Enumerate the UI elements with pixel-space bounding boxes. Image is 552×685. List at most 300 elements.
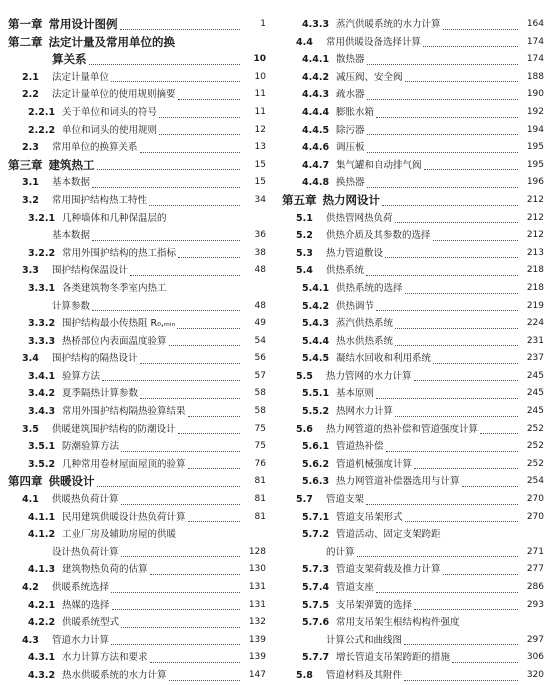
toc-entry-title: 的计算 xyxy=(326,546,355,558)
toc-page-number: 174 xyxy=(526,36,544,47)
toc-entry-number: 5.4 xyxy=(296,265,313,277)
toc-entry-number: 4.3.2 xyxy=(28,669,56,681)
toc-page-number: 139 xyxy=(248,634,266,645)
toc-page-number: 286 xyxy=(526,582,544,592)
toc-entry xyxy=(8,51,266,69)
toc-page-number: 188 xyxy=(526,71,544,82)
toc-entry-number: 3.4.3 xyxy=(28,406,56,418)
dot-leader xyxy=(480,433,518,434)
toc-page-number: 270 xyxy=(526,511,544,522)
toc-entry-number: 5.7.7 xyxy=(302,652,330,664)
toc-entry-title: 算关系 xyxy=(52,52,87,67)
dot-leader xyxy=(97,169,241,170)
toc-entry-title: 管道支座 xyxy=(336,582,375,593)
toc-entry xyxy=(282,34,544,52)
toc-entry xyxy=(282,315,544,333)
toc-entry-number: 第一章 xyxy=(8,17,43,31)
dot-leader xyxy=(112,609,240,610)
toc-page-number: 81 xyxy=(254,511,266,522)
dot-leader xyxy=(367,152,518,153)
toc-entry-title: 常用支吊架生根结构构件强度 xyxy=(336,617,460,629)
toc-entry xyxy=(8,526,266,544)
dot-leader xyxy=(414,468,518,469)
dot-leader xyxy=(140,363,240,364)
toc-entry xyxy=(282,632,544,650)
dot-leader xyxy=(414,609,518,610)
dot-leader xyxy=(150,662,240,663)
toc-entry-number: 4.3 xyxy=(22,634,39,646)
toc-entry-number: 第二章 xyxy=(8,34,43,49)
toc-entry xyxy=(8,385,266,403)
dot-leader xyxy=(121,451,240,452)
toc-entry-number: 4.3.3 xyxy=(302,19,330,30)
toc-entry-number: 4.4.8 xyxy=(302,177,330,189)
toc-entry-title: 单位和词头的使用规则 xyxy=(62,124,158,136)
toc-entry-number: 4.1.1 xyxy=(28,511,56,523)
toc-page-number: 139 xyxy=(248,652,266,663)
toc-page-number: 218 xyxy=(526,265,544,276)
toc-page-number: 36 xyxy=(254,230,266,241)
toc-entry xyxy=(8,227,266,245)
toc-entry xyxy=(8,262,266,280)
dot-leader xyxy=(120,29,241,30)
toc-page-number: 195 xyxy=(526,142,544,153)
dot-leader xyxy=(443,29,518,30)
toc-entry xyxy=(8,298,266,316)
toc-entry-number: 2.2.1 xyxy=(28,106,56,118)
toc-entry-number: 3.2.1 xyxy=(28,212,56,224)
toc-entry-title: 几种墙体和几种保温层的 xyxy=(62,212,167,224)
dot-leader xyxy=(404,644,518,645)
dot-leader xyxy=(188,416,240,417)
toc-entry-title: 关于单位和词头的符号 xyxy=(62,106,158,118)
toc-entry-number: 5.7.6 xyxy=(302,617,330,629)
toc-entry xyxy=(8,86,266,104)
toc-entry-number: 4.2.1 xyxy=(28,599,56,611)
toc-entry-title: 基本原则 xyxy=(336,388,375,400)
toc-entry-title: 计算公式和曲线图 xyxy=(326,634,403,646)
dot-leader xyxy=(178,257,240,258)
toc-page-number: 13 xyxy=(254,142,266,153)
toc-entry xyxy=(8,104,266,122)
toc-entry-title: 膨胀水箱 xyxy=(336,106,375,118)
toc-entry xyxy=(8,333,266,351)
dot-leader xyxy=(130,275,240,276)
toc-page-number: 48 xyxy=(254,265,266,276)
toc-entry xyxy=(282,16,544,34)
toc-entry-title: 工业厂房及辅助房屋的供暖 xyxy=(62,529,177,541)
toc-entry-number: 第五章 xyxy=(282,192,317,207)
dot-leader xyxy=(367,134,518,135)
dot-leader xyxy=(357,556,518,557)
toc-page-number: 271 xyxy=(526,546,544,557)
toc-entry-number: 3.3.3 xyxy=(28,335,56,347)
toc-entry-title: 各类建筑物冬季室内热工 xyxy=(62,282,167,294)
dot-leader xyxy=(366,275,518,276)
toc-entry xyxy=(8,34,266,52)
toc-entry-title: 基本数据 xyxy=(52,230,91,242)
toc-entry-title: 建筑热工 xyxy=(48,157,95,172)
toc-entry-number: 5.2 xyxy=(296,230,313,242)
toc-page-number: 252 xyxy=(526,441,544,452)
toc-entry-number: 3.4.1 xyxy=(28,370,56,382)
toc-page-number: 190 xyxy=(526,89,544,100)
toc-page-number: 212 xyxy=(526,194,544,205)
toc-entry-number: 5.3 xyxy=(296,247,313,259)
toc-entry xyxy=(282,597,544,615)
toc-entry-number: 5.7.2 xyxy=(302,529,330,541)
toc-entry-number: 4.4.6 xyxy=(302,142,330,154)
toc-page-number: 56 xyxy=(254,353,266,364)
toc-entry-title: 法定计量及常用单位的换 xyxy=(48,34,175,49)
toc-entry xyxy=(282,333,544,351)
toc-entry-title: 计算参数 xyxy=(52,300,91,312)
toc-entry-number: 3.3.2 xyxy=(28,318,56,330)
dot-leader xyxy=(433,240,518,241)
dot-leader xyxy=(169,680,240,681)
toc-entry-number: 5.1 xyxy=(296,212,313,224)
toc-page-number: 49 xyxy=(254,318,266,329)
toc-entry-title: 供热系统 xyxy=(326,265,365,277)
toc-entry-number: 5.6 xyxy=(296,423,313,435)
dot-leader xyxy=(395,416,518,417)
toc-entry-title: 管道材料及其附件 xyxy=(326,669,403,681)
toc-entry-title: 供暖系统型式 xyxy=(62,617,120,629)
dot-leader xyxy=(382,205,518,206)
toc-page-number: 131 xyxy=(248,599,266,610)
toc-page-number: 218 xyxy=(526,282,544,293)
toc-entry xyxy=(8,403,266,421)
toc-entry-number: 4.2.2 xyxy=(28,617,56,629)
dot-leader xyxy=(111,592,240,593)
toc-entry-title: 热水供热系统 xyxy=(336,335,394,347)
toc-entry xyxy=(282,157,544,175)
toc-entry-number: 5.8 xyxy=(296,669,313,681)
toc-entry xyxy=(282,122,544,140)
dot-leader xyxy=(414,380,518,381)
toc-entry-number: 5.4.1 xyxy=(302,282,330,294)
dot-leader xyxy=(395,345,518,346)
toc-entry xyxy=(282,350,544,368)
toc-entry xyxy=(282,51,544,69)
dot-leader xyxy=(140,398,240,399)
toc-page-number: 245 xyxy=(526,370,544,381)
toc-entry xyxy=(282,421,544,439)
dot-leader xyxy=(159,117,240,118)
toc-page-number: 213 xyxy=(526,247,544,258)
toc-entry-title: 热力管道敷设 xyxy=(326,247,384,259)
toc-entry-number: 5.7.1 xyxy=(302,511,330,523)
toc-entry-title: 供暖热负荷计算 xyxy=(52,494,119,506)
dot-leader xyxy=(92,310,240,311)
toc-entry xyxy=(282,86,544,104)
toc-entry-title: 管道支架 xyxy=(326,494,365,506)
dot-leader xyxy=(452,662,518,663)
toc-entry-title: 供暖系统选择 xyxy=(52,582,110,593)
dot-leader xyxy=(385,257,518,258)
toc-entry-title: 法定计量单位的使用规则摘要 xyxy=(52,89,176,101)
dot-leader xyxy=(376,592,518,593)
toc-entry-title: 供热介质及其参数的选择 xyxy=(326,230,431,242)
dot-leader xyxy=(376,310,518,311)
toc-entry-number: 3.1 xyxy=(22,177,39,189)
toc-page-number: 297 xyxy=(526,634,544,645)
toc-entry xyxy=(282,368,544,386)
toc-entry-title: 验算方法 xyxy=(62,370,101,382)
toc-page-number: 174 xyxy=(526,54,544,65)
toc-page-number: 81 xyxy=(254,494,266,505)
toc-page-number: 270 xyxy=(526,494,544,505)
toc-entry xyxy=(8,350,266,368)
toc-page-number: 219 xyxy=(526,300,544,311)
toc-entry xyxy=(8,456,266,474)
toc-entry-title: 热网水力计算 xyxy=(336,406,394,418)
toc-page-number: 194 xyxy=(526,124,544,135)
toc-entry xyxy=(8,491,266,509)
toc-entry-number: 4.4.7 xyxy=(302,159,330,171)
toc-entry-number: 5.6.1 xyxy=(302,441,330,453)
dot-leader xyxy=(404,680,518,681)
dot-leader xyxy=(395,222,518,223)
toc-entry-title: 建筑物热负荷的估算 xyxy=(62,564,148,576)
toc-entry-number: 3.4 xyxy=(22,353,39,365)
toc-page-number: 195 xyxy=(526,159,544,170)
toc-page-number: 38 xyxy=(254,247,266,258)
toc-entry-title: 管道水力计算 xyxy=(52,634,110,646)
toc-page-number: 252 xyxy=(526,458,544,469)
toc-entry xyxy=(8,315,266,333)
dot-leader xyxy=(376,117,518,118)
toc-entry-number: 4.2 xyxy=(22,582,39,593)
toc-entry-number: 4.4 xyxy=(296,36,313,48)
toc-entry xyxy=(8,597,266,615)
toc-entry xyxy=(282,192,544,210)
toc-page-number: 11 xyxy=(254,106,266,117)
toc-entry-title: 热力网管道补偿器选用与计算 xyxy=(336,476,460,488)
dot-leader xyxy=(149,205,240,206)
dot-leader xyxy=(111,644,240,645)
toc-entry xyxy=(282,649,544,667)
toc-page-number: 212 xyxy=(526,212,544,223)
toc-page-number: 15 xyxy=(254,159,266,170)
dot-leader xyxy=(367,187,518,188)
toc-entry-title: 常用外围护结构的热工指标 xyxy=(62,247,177,259)
dot-leader xyxy=(121,556,240,557)
toc-entry-title: 常用设计图例 xyxy=(48,17,118,31)
toc-entry-number: 第四章 xyxy=(8,474,43,489)
toc-entry-title: 常用围护结构热工特性 xyxy=(52,194,148,206)
toc-entry-title: 管道热补偿 xyxy=(336,441,384,453)
toc-entry-number: 5.4.5 xyxy=(302,353,330,365)
toc-entry-number: 3.2 xyxy=(22,194,39,206)
toc-entry-number: 3.3.1 xyxy=(28,282,56,294)
toc-entry-number: 5.4.2 xyxy=(302,300,330,312)
toc-entry xyxy=(282,69,544,87)
toc-entry xyxy=(8,210,266,228)
toc-entry-title: 几种常用卷材屋面屋顶的验算 xyxy=(62,458,186,470)
toc-entry-number: 5.7 xyxy=(296,494,313,506)
toc-entry xyxy=(8,139,266,157)
toc-page-number: 254 xyxy=(526,476,544,487)
dot-leader xyxy=(150,574,240,575)
toc-entry-number: 5.4.4 xyxy=(302,335,330,347)
toc-entry xyxy=(282,544,544,562)
toc-entry xyxy=(8,667,266,685)
toc-page-number: 10 xyxy=(253,54,266,65)
toc-entry-title: 围护结构最小传热阻 R₀,ₘᵢₙ xyxy=(62,318,176,330)
dot-leader xyxy=(178,99,240,100)
toc-entry-number: 3.4.2 xyxy=(28,388,56,400)
toc-entry xyxy=(8,438,266,456)
toc-entry xyxy=(8,579,266,597)
toc-entry xyxy=(282,174,544,192)
toc-entry-number: 2.2 xyxy=(22,89,39,101)
toc-entry xyxy=(282,403,544,421)
toc-entry xyxy=(282,526,544,544)
toc-entry-title: 管道支架荷载及推力计算 xyxy=(336,564,441,576)
toc-entry-title: 除污器 xyxy=(336,124,365,136)
toc-entry-number: 3.3 xyxy=(22,265,39,277)
toc-page-number: 12 xyxy=(254,124,266,135)
toc-page-number: 293 xyxy=(526,599,544,610)
dot-leader xyxy=(423,46,518,47)
toc-page-number: 245 xyxy=(526,388,544,399)
toc-page-number: 132 xyxy=(248,617,266,628)
toc-entry-title: 热力网设计 xyxy=(322,192,380,207)
dot-leader xyxy=(424,169,518,170)
toc-entry xyxy=(8,280,266,298)
toc-entry-title: 调压板 xyxy=(336,142,365,154)
toc-entry-number: 2.1 xyxy=(22,71,39,83)
toc-entry-number: 4.4.3 xyxy=(302,89,330,101)
toc-page-number: 164 xyxy=(526,19,544,29)
toc-entry xyxy=(282,262,544,280)
toc-entry xyxy=(282,614,544,632)
dot-leader xyxy=(97,486,241,487)
toc-entry-title: 热水供暖系统的水力计算 xyxy=(62,669,167,681)
toc-entry-number: 3.5.2 xyxy=(28,458,56,470)
toc-entry-title: 防潮验算方法 xyxy=(62,441,120,453)
toc-entry-number: 5.5 xyxy=(296,370,313,382)
toc-entry-title: 常用单位的换算关系 xyxy=(52,142,138,154)
toc-entry xyxy=(282,491,544,509)
toc-entry xyxy=(8,473,266,491)
dot-leader xyxy=(405,293,518,294)
toc-entry-number: 5.7.5 xyxy=(302,599,330,611)
toc-page-number: 15 xyxy=(254,177,266,188)
toc-entry xyxy=(8,192,266,210)
toc-entry xyxy=(8,421,266,439)
toc-page-number: 196 xyxy=(526,177,544,188)
toc-entry-title: 管道机械强度计算 xyxy=(336,458,413,470)
dot-leader xyxy=(188,521,240,522)
dot-leader xyxy=(102,380,240,381)
toc-entry xyxy=(8,174,266,192)
dot-leader xyxy=(92,187,240,188)
dot-leader xyxy=(386,451,518,452)
dot-leader xyxy=(405,521,518,522)
dot-leader xyxy=(169,345,240,346)
dot-leader xyxy=(178,433,240,434)
toc-entry-title: 疏水器 xyxy=(336,89,365,101)
toc-entry-number: 5.7.3 xyxy=(302,564,330,576)
toc-page-number: 34 xyxy=(254,194,266,205)
dot-leader xyxy=(433,363,518,364)
toc-right-column xyxy=(282,16,544,685)
toc-entry-title: 热媒的选择 xyxy=(62,599,110,611)
toc-entry xyxy=(8,509,266,527)
toc-entry xyxy=(282,210,544,228)
toc-page-number: 58 xyxy=(254,406,266,417)
dot-leader xyxy=(188,468,240,469)
toc-entry xyxy=(8,649,266,667)
dot-leader xyxy=(121,627,240,628)
toc-page-number: 320 xyxy=(526,669,544,680)
toc-page-number: 75 xyxy=(254,441,266,452)
toc-entry-number: 5.5.1 xyxy=(302,388,330,400)
toc-entry-title: 供热系统的选择 xyxy=(336,282,403,294)
toc-page-number: 54 xyxy=(254,335,266,346)
toc-entry-number: 5.6.2 xyxy=(302,458,330,470)
toc-entry-title: 换热器 xyxy=(336,177,365,189)
toc-entry-number: 4.4.2 xyxy=(302,71,330,83)
toc-entry-number: 2.3 xyxy=(22,142,39,154)
toc-entry-number: 4.4.5 xyxy=(302,124,330,136)
toc-page-number: 306 xyxy=(526,652,544,663)
toc-entry-title: 夏季隔热计算参数 xyxy=(62,388,139,400)
toc-entry-title: 热桥部位内表面温度验算 xyxy=(62,335,167,347)
toc-entry-number: 5.4.3 xyxy=(302,318,330,330)
toc-entry xyxy=(282,456,544,474)
toc-page-number: 147 xyxy=(248,669,266,680)
toc-entry-title: 常用外围护结构隔热验算结果 xyxy=(62,406,186,418)
toc-entry-title: 围护结构的隔热设计 xyxy=(52,353,138,365)
dot-leader xyxy=(111,81,240,82)
toc-page-number: 224 xyxy=(526,318,544,329)
toc-entry xyxy=(282,298,544,316)
toc-entry xyxy=(282,438,544,456)
toc-entry xyxy=(282,579,544,597)
toc-entry-number: 3.5 xyxy=(22,423,39,435)
toc-entry-title: 基本数据 xyxy=(52,177,91,189)
dot-leader xyxy=(89,64,241,65)
dot-leader xyxy=(159,134,240,135)
dot-leader xyxy=(121,504,240,505)
toc-entry xyxy=(282,227,544,245)
toc-entry xyxy=(282,509,544,527)
toc-page-number: 10 xyxy=(254,71,266,82)
toc-entry-title: 水力计算方法和要求 xyxy=(62,652,148,664)
toc-entry-title: 民用建筑供暖设计热负荷计算 xyxy=(62,511,186,523)
toc-entry-number: 5.5.2 xyxy=(302,406,330,418)
toc-entry-title: 散热器 xyxy=(336,54,365,66)
toc-page-number: 75 xyxy=(254,423,266,434)
toc-entry-title: 热力管网的水力计算 xyxy=(326,370,412,382)
toc-entry xyxy=(282,667,544,685)
toc-entry-number: 4.4.1 xyxy=(302,54,330,66)
toc-entry-number: 2.2.2 xyxy=(28,124,56,136)
toc-entry-title: 蒸汽供暖系统的水力计算 xyxy=(336,19,441,30)
toc-entry-title: 管道活动、固定支架跨距 xyxy=(336,529,441,541)
toc-entry-number: 第三章 xyxy=(8,157,43,172)
toc-entry-number: 5.7.4 xyxy=(302,582,330,593)
toc-page-number: 58 xyxy=(254,388,266,399)
toc-page-number: 131 xyxy=(248,582,266,592)
toc-entry-title: 围护结构保温设计 xyxy=(52,265,129,277)
toc-entry xyxy=(282,473,544,491)
toc-entry-title: 设计热负荷计算 xyxy=(52,546,119,558)
toc-entry-title: 集气罐和自动排气阀 xyxy=(336,159,422,171)
